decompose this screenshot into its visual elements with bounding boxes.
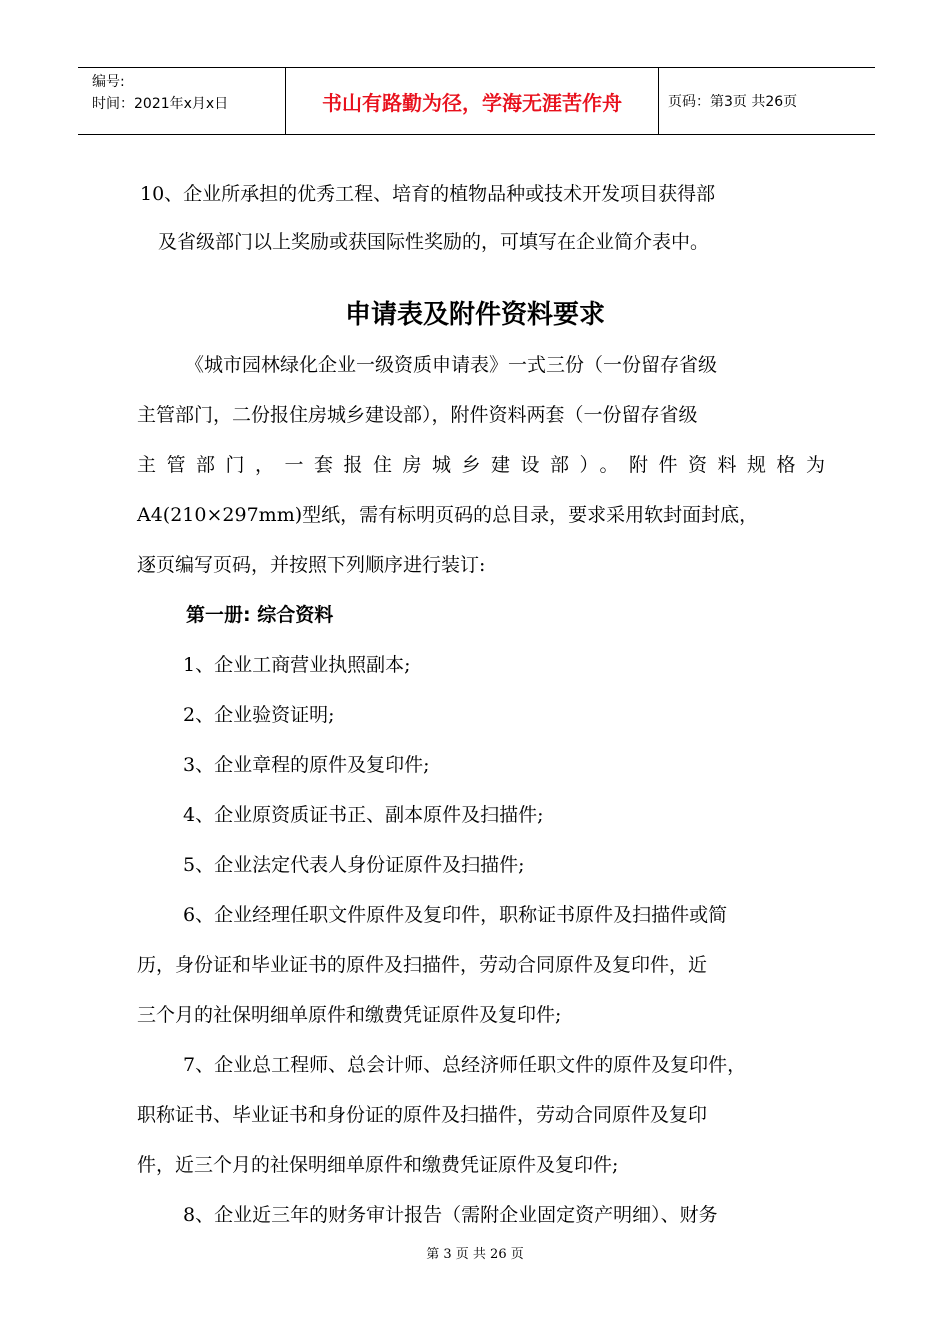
page-footer: 第 3 页 共 26 页 [426,1247,524,1262]
list-item-4: 4、企业原资质证书正、副本原件及扫描件; [183,804,544,826]
para-line1: 《城市园林绿化企业一级资质申请表》一式三份（一份留存省级 [185,354,718,376]
serial-label: 编号: [92,74,125,90]
para-line5: 逐页编写页码，并按照下列顺序进行装订: [137,554,486,576]
time-label: 时间：2021年x月x日 [92,96,229,112]
list-item-6-line1: 6、企业经理任职文件原件及复印件，职称证书原件及扫描件或简 [183,904,728,926]
list-item-7-line3: 件，近三个月的社保明细单原件和缴费凭证原件及复印件; [137,1154,619,1176]
list-item-7-line1: 7、企业总工程师、总会计师、总经济师任职文件的原件及复印件， [183,1054,747,1076]
header-motto: 书山有路勤为径，学海无涯苦作舟 [286,68,659,134]
header-page-code: 页码：第3页 共26页 [668,94,798,110]
para-line4: A4(210×297mm)型纸，需有标明页码的总目录，要求采用软封面封底， [137,504,759,526]
list-item-5: 5、企业法定代表人身份证原件及扫描件; [183,854,525,876]
list-item-1: 1、企业工商营业执照副本; [183,654,411,676]
item10-line2: 及省级部门以上奖励或获国际性奖励的，可填写在企业简介表中。 [158,231,710,253]
list-item-6-line2: 历，身份证和毕业证书的原件及扫描件，劳动合同原件及复印件，近 [137,954,708,976]
page-header [78,67,875,135]
header-meta [78,68,286,134]
para-line2: 主管部门，二份报住房城乡建设部），附件资料两套（一份留存省级 [137,404,698,426]
item10-line1: 10、企业所承担的优秀工程、培育的植物品种或技术开发项目获得部 [140,183,716,205]
list-item-7-line2: 职称证书、毕业证书和身份证的原件及扫描件，劳动合同原件及复印 [137,1104,708,1126]
list-item-8-line1: 8、企业近三年的财务审计报告（需附企业固定资产明细）、财务 [183,1204,718,1226]
list-item-3: 3、企业章程的原件及复印件; [183,754,430,776]
section-title: 申请表及附件资料要求 [344,300,605,330]
list-item-6-line3: 三个月的社保明细单原件和缴费凭证原件及复印件; [137,1004,562,1026]
list-item-2: 2、企业验资证明; [183,704,335,726]
volume-title: 第一册: 综合资料 [186,604,334,626]
para-line3: 主管部门，一套报住房城乡建设部）。附件资料规格为 [137,454,825,476]
